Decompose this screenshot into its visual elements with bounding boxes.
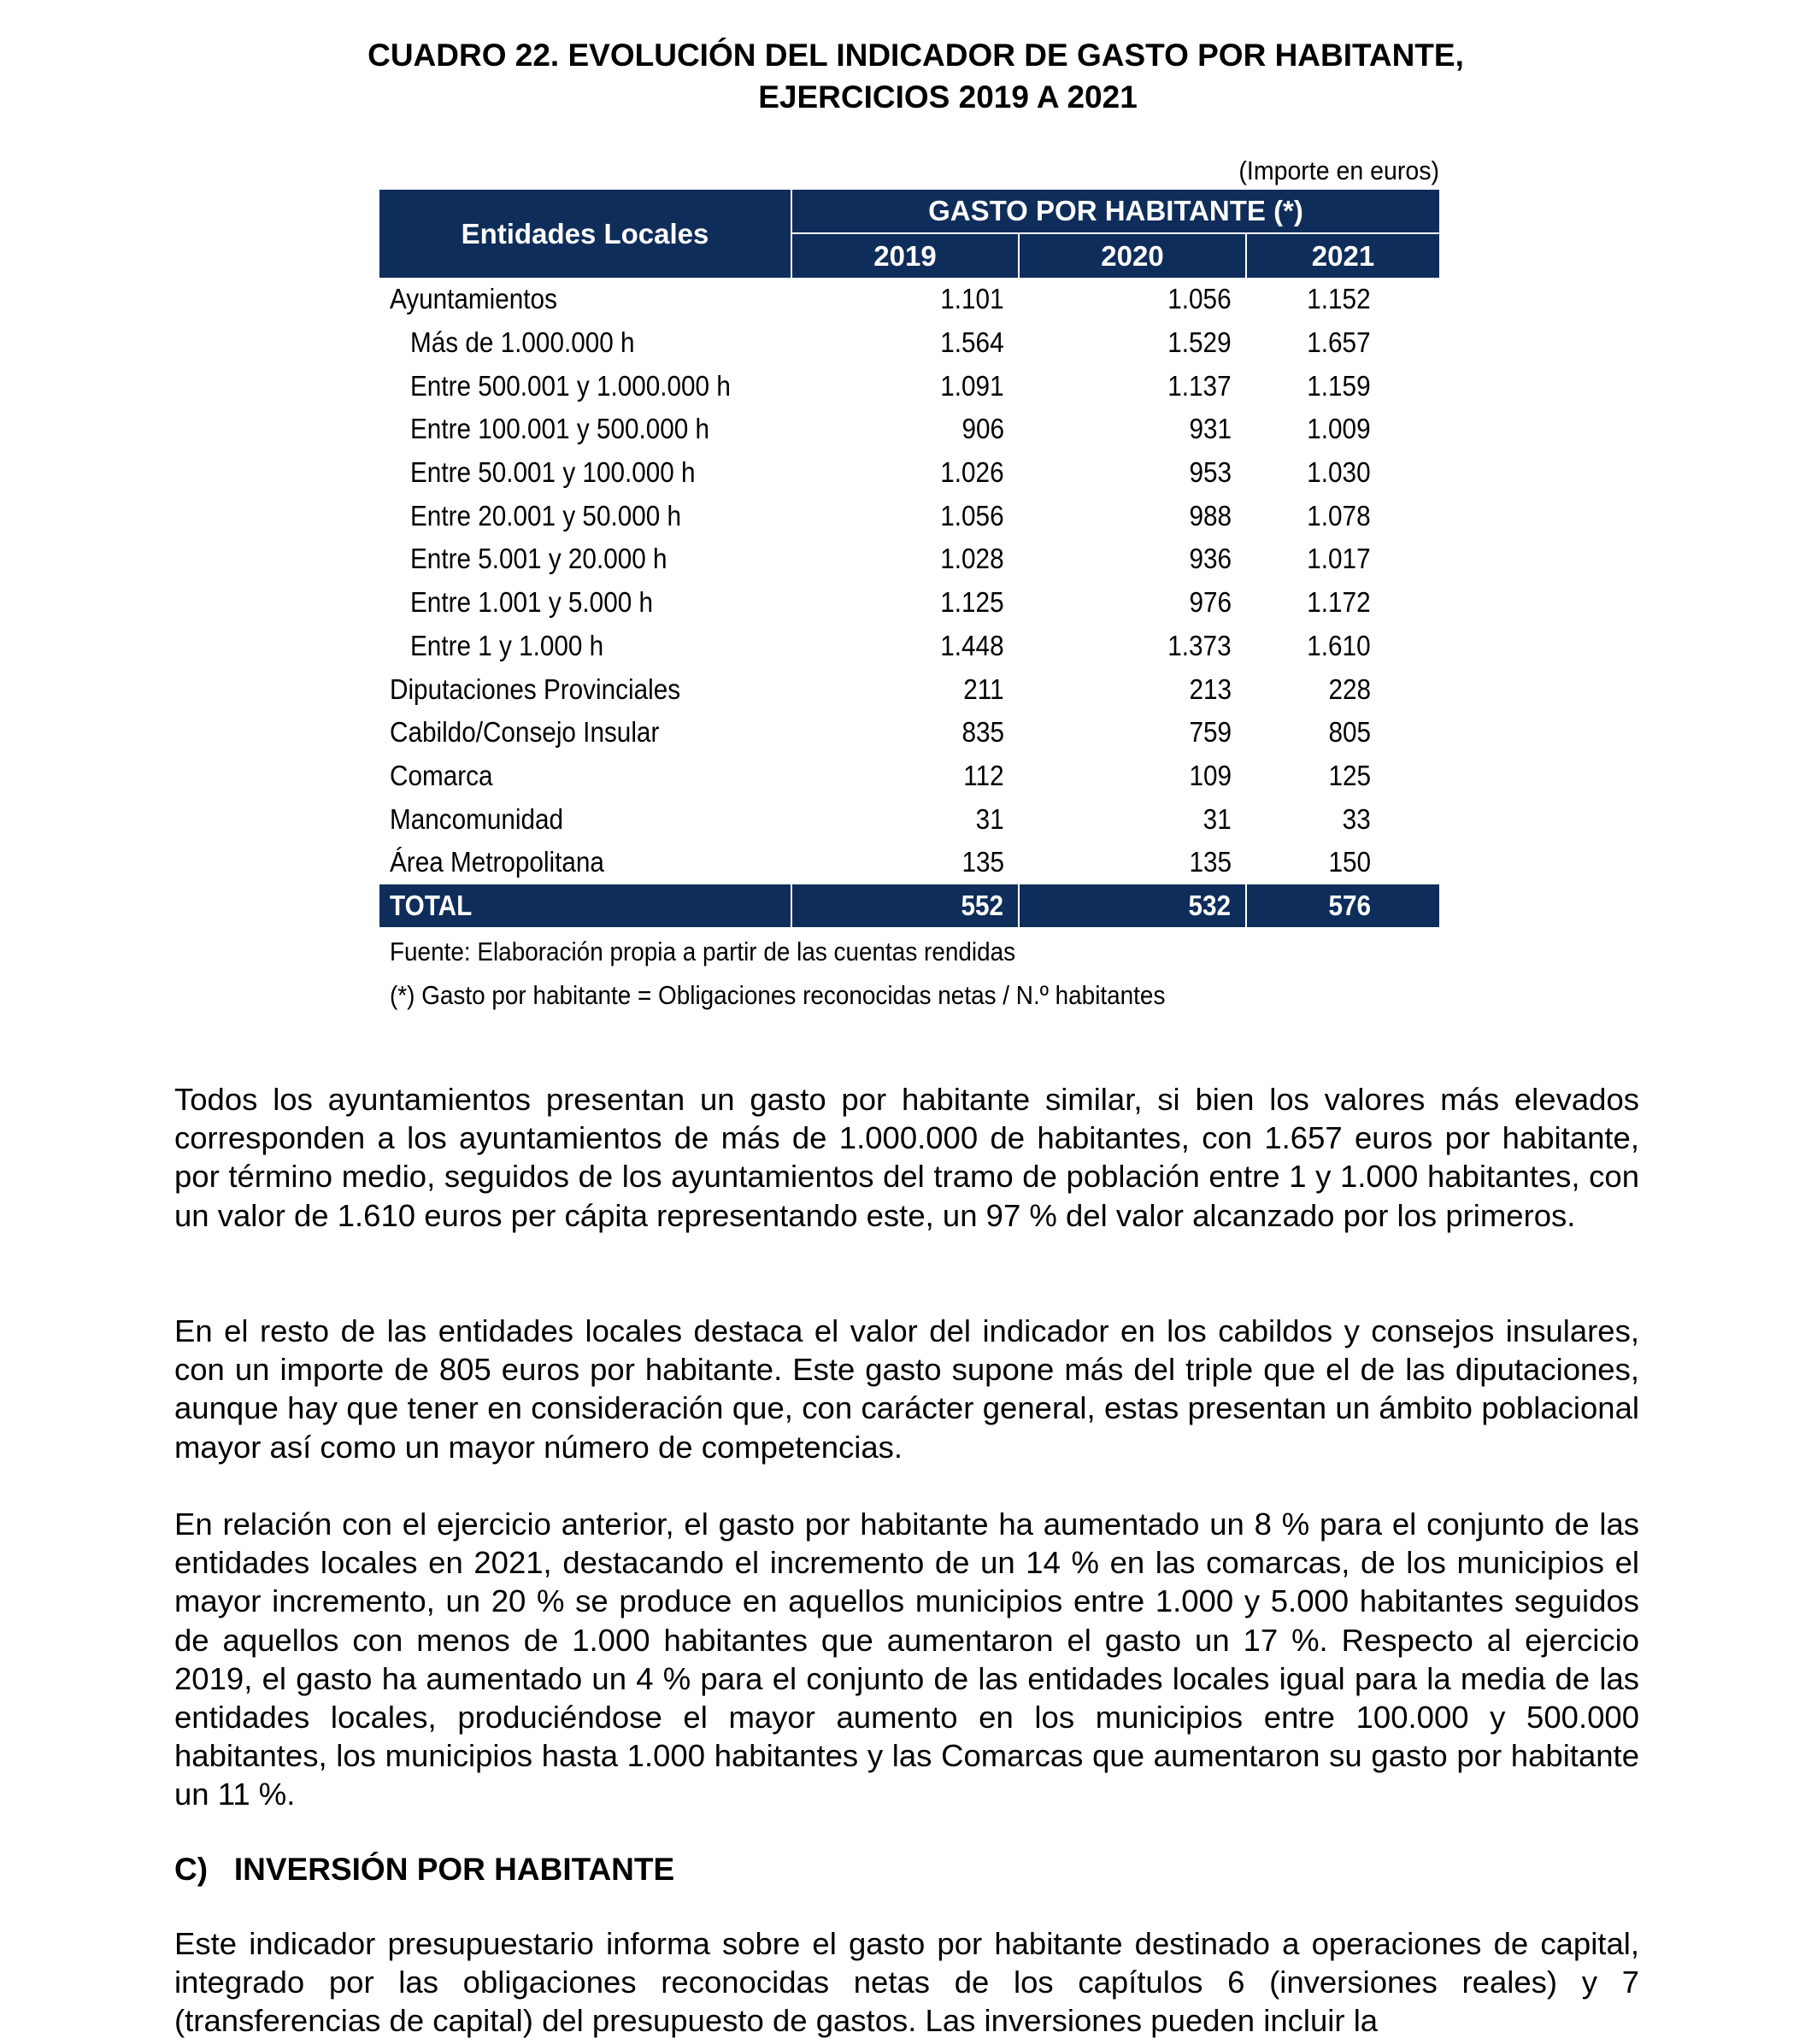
cell-value: 228 bbox=[1328, 673, 1371, 705]
section-heading: C) INVERSIÓN POR HABITANTE bbox=[174, 1852, 675, 1887]
cell-value: 1.152 bbox=[1307, 283, 1371, 315]
total-label: TOTAL bbox=[379, 884, 791, 927]
source-note: Fuente: Elaboración propia a partir de las cuentas rendidas bbox=[390, 937, 1016, 966]
cell-value: 1.137 bbox=[1167, 369, 1232, 402]
row-label: Entre 100.001 y 500.000 h bbox=[410, 413, 710, 445]
cell-value: 835 bbox=[961, 716, 1004, 749]
table-row bbox=[379, 841, 1439, 884]
document-title bbox=[0, 34, 1817, 118]
units-note: (Importe en euros) bbox=[1238, 156, 1439, 185]
cell-value: 1.172 bbox=[1307, 586, 1371, 619]
cell-value: 1.026 bbox=[940, 456, 1004, 489]
cell-value: 988 bbox=[1189, 499, 1232, 532]
row-label: Entre 5.001 y 20.000 h bbox=[410, 543, 667, 575]
cell-value: 759 bbox=[1189, 716, 1232, 749]
row-label: Más de 1.000.000 h bbox=[410, 326, 635, 359]
total-value: 576 bbox=[1246, 884, 1439, 927]
table-row bbox=[379, 278, 1439, 321]
cell-value: 211 bbox=[963, 673, 1004, 705]
cell-value: 33 bbox=[1342, 802, 1371, 835]
title-line-1: CUADRO 22. EVOLUCIÓN DEL INDICADOR DE GASTO POR HABITANTE, bbox=[368, 38, 1464, 73]
cell-value: 1.056 bbox=[940, 499, 1004, 532]
cell-value: 135 bbox=[961, 846, 1004, 878]
table-row bbox=[379, 667, 1439, 711]
paragraph: Todos los ayuntamientos presentan un gasto por habitante similar, si bien los valores más elevados corresponden a los ayuntamientos de más de 1.000.000 de habitantes, con 1.657 euros por habitante, por término medio, seguidos de los ayuntamientos del tramo de población entre 1 y 1.000 habitantes, con un valor de 1.610 euros per cápita representando este, un 97 % del valor alcanzado por los primeros. bbox=[174, 1082, 1639, 1233]
paragraph: Este indicador presupuestario informa sobre el gasto por habitante destinado a operaciones de capital, integrado por las obligaciones reconocidas netas de los capítulos 6 (inversiones reales) y 7 (transferencias de capital) del presupuesto de gastos. Las inversiones pueden incluir la bbox=[174, 1926, 1639, 2039]
cell-value: 1.610 bbox=[1307, 629, 1371, 661]
table-row bbox=[379, 755, 1439, 798]
total-row bbox=[379, 884, 1439, 927]
cell-value: 112 bbox=[963, 759, 1004, 791]
cell-value: 31 bbox=[975, 802, 1004, 835]
cell-value: 31 bbox=[1203, 802, 1232, 835]
total-value: 552 bbox=[791, 884, 1019, 927]
cell-value: 213 bbox=[1189, 673, 1232, 705]
table-row bbox=[379, 321, 1439, 365]
cell-value: 906 bbox=[961, 413, 1004, 445]
cell-value: 1.017 bbox=[1307, 543, 1371, 575]
table-row bbox=[379, 364, 1439, 408]
table-row bbox=[379, 451, 1439, 495]
cell-value: 1.125 bbox=[940, 586, 1004, 619]
cell-value: 936 bbox=[1189, 543, 1232, 575]
total-value: 532 bbox=[1019, 884, 1246, 927]
paragraph: En el resto de las entidades locales destaca el valor del indicador en los cabildos y consejos insulares, con un importe de 805 euros por habitante. Este gasto supone más del triple que el de las diputaciones, aunque hay que tener en consideración que, con carácter general, estas presentan un ámbito poblacional mayor así como un mayor número de competencias. bbox=[174, 1313, 1639, 1465]
cell-value: 1.101 bbox=[940, 283, 1004, 315]
table-row bbox=[379, 711, 1439, 755]
row-label: Diputaciones Provinciales bbox=[390, 673, 681, 705]
cell-value: 1.529 bbox=[1167, 326, 1232, 359]
cell-value: 1.564 bbox=[940, 326, 1004, 359]
cell-value: 1.373 bbox=[1167, 629, 1232, 661]
cell-value: 931 bbox=[1189, 413, 1232, 445]
row-label: Entre 1 y 1.000 h bbox=[410, 629, 604, 661]
cell-value: 1.159 bbox=[1307, 369, 1371, 402]
year-header: 2021 bbox=[1246, 233, 1439, 278]
cell-value: 805 bbox=[1328, 716, 1371, 749]
title-line-2: EJERCICIOS 2019 A 2021 bbox=[758, 79, 1138, 115]
row-label: Cabildo/Consejo Insular bbox=[390, 716, 660, 749]
cell-value: 135 bbox=[1189, 846, 1232, 878]
row-label: Mancomunidad bbox=[390, 802, 564, 835]
cell-value: 125 bbox=[1328, 759, 1371, 791]
entity-column-header: Entidades Locales bbox=[379, 190, 791, 278]
table-row bbox=[379, 797, 1439, 841]
cell-value: 109 bbox=[1189, 759, 1232, 791]
table-row bbox=[379, 494, 1439, 537]
paragraph: En relación con el ejercicio anterior, el gasto por habitante ha aumentado un 8 % para el conjunto de las entidades locales en 2021, destacando el incremento de un 14 % en las comarcas, de los municipios el mayor incremento, un 20 % se produce en aquellos municipios entre 1.000 y 5.000 habitantes seguidos de aquellos con menos de 1.000 habitantes que aumentaron el gasto un 17 %. Respecto al ejercicio 2019, el gasto ha aumentado un 4 % para el conjunto de las entidades locales igual para la media de las entidades locales, produciéndose el mayor aumento en los municipios entre 100.000 y 500.000 habitantes, los municipios hasta 1.000 habitantes y las Comarcas que aumentaron su gasto por habitante un 11 %. bbox=[174, 1507, 1639, 1812]
cell-value: 1.028 bbox=[940, 543, 1004, 575]
row-label: Comarca bbox=[390, 759, 493, 791]
row-label: Entre 20.001 y 50.000 h bbox=[410, 499, 682, 532]
cell-value: 1.448 bbox=[940, 629, 1004, 661]
cell-value: 150 bbox=[1328, 846, 1371, 878]
table-row bbox=[379, 537, 1439, 581]
table-row bbox=[379, 625, 1439, 668]
table-row bbox=[379, 581, 1439, 625]
row-label: Entre 1.001 y 5.000 h bbox=[410, 586, 654, 619]
cell-value: 953 bbox=[1189, 456, 1232, 489]
row-label: Entre 500.001 y 1.000.000 h bbox=[410, 369, 731, 402]
cell-value: 976 bbox=[1189, 586, 1232, 619]
cell-value: 1.056 bbox=[1167, 283, 1232, 315]
year-header: 2020 bbox=[1019, 233, 1246, 278]
cell-value: 1.091 bbox=[940, 369, 1004, 402]
cell-value: 1.657 bbox=[1307, 326, 1371, 359]
year-header: 2019 bbox=[791, 233, 1019, 278]
cell-value: 1.030 bbox=[1307, 456, 1371, 489]
row-label: Ayuntamientos bbox=[390, 283, 557, 315]
row-label: Área Metropolitana bbox=[390, 846, 604, 878]
footnote: (*) Gasto por habitante = Obligaciones reconocidas netas / N.º habitantes bbox=[390, 980, 1166, 1010]
cell-value: 1.078 bbox=[1307, 499, 1371, 532]
row-label: Entre 50.001 y 100.000 h bbox=[410, 456, 696, 489]
cell-value: 1.009 bbox=[1307, 413, 1371, 445]
group-column-header: GASTO POR HABITANTE (*) bbox=[791, 190, 1439, 233]
table-row bbox=[379, 408, 1439, 451]
expense-per-inhabitant-table bbox=[379, 190, 1439, 927]
